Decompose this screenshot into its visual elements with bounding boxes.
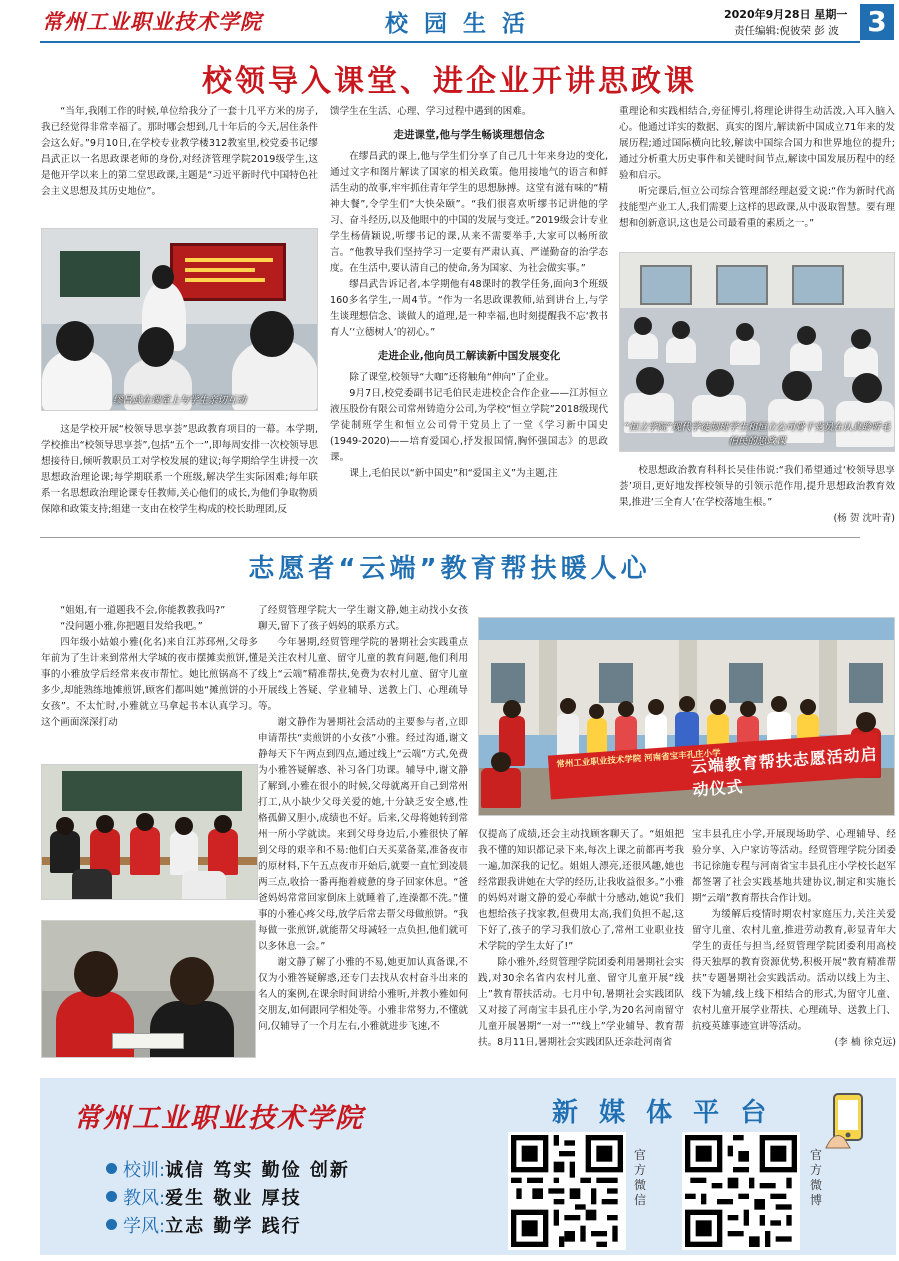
- page-number: 3: [860, 4, 894, 40]
- header-divider: [40, 41, 860, 43]
- motto-values: 爱生 敬业 厚技: [165, 1188, 302, 1209]
- paragraph: 9月7日,校党委副书记毛伯民走进校企合作企业——江苏恒立液压股份有限公司常州铸造分公司,为学校“恒立学院”2018级现代学徒制班学生和恒立公司骨干党员上了一堂《学习新中国史(1949-2020)——培育爱国心,抒发报国情,胸怀强国志》的思政课。: [330, 388, 608, 463]
- subheading: 走进课堂,他与学生畅谈理想信念: [393, 129, 545, 141]
- motto-school-motto: [106, 1156, 350, 1182]
- paragraph: 重理论和实践相结合,旁征博引,将理论讲得生动活泼,入耳入脑入心。他通过详实的数据、真实的图片,解读新中国成立71年来的发展历程;通过国际横向比较,解读中国综合国力和世界地位的提升;通过分析重大历史事件和关键时间节点,解读中国发展历程中的经验和启示。: [619, 106, 895, 181]
- article1-col3-top: [619, 104, 895, 248]
- masthead: [0, 0, 899, 46]
- paragraph: 谢文静了解了小雅的不易,她更加认真备课,不仅为小雅答疑解惑,还专门去找从农村奋斗出来的名人的案例,在课余时间讲给小雅听,并教小雅如何交朋友,如何跟同学相处等。小雅非常努力,不懂就问,仅辅导了一个月左右,小雅就进步飞速,不: [258, 957, 468, 1032]
- new-media-title: 新 媒 体 平 台: [552, 1098, 773, 1128]
- banner-school-names: 常州工业职业技术学院 河南省宝丰孔庄小学: [556, 748, 721, 770]
- paragraph: 除小雅外,经贸管理学院团委利用暑期社会实践,对30余名省内农村儿童、留守儿童开展“线上”教育帮扶活动。七月中旬,暑期社会实践团队又对接了河南宝丰县孔庄小学,为20名河南留守儿童开展暑期“一对一”“线上”学业辅导、教育帮扶。8月11日,暑期社会实践团队还亲赴河南省: [478, 957, 684, 1048]
- paragraph: 听完课后,恒立公司综合管理部经理赵爱文说:“作为新时代高技能型产业工人,我们需要上这样的思政课,从中汲取智慧。要有理想和创新意识,这也是公司最看重的素质之一。”: [619, 186, 895, 229]
- qr-code-wechat[interactable]: [508, 1132, 626, 1250]
- qr-wechat-label: 官方微信: [633, 1148, 646, 1207]
- article2-col4: [692, 827, 896, 1061]
- editor-credit: 责任编辑:倪彼荣 彭 波: [734, 25, 839, 37]
- paragraph: 缪昌武告诉记者,本学期他有48课时的教学任务,面向3个班级160多名学生,一周4节。“作为一名思政课教师,站到讲台上,与学生谈理想信念、谈做人的道理,是一种幸福,也时刻提醒我不忘‘教书育人’‘立德树人’的初心。”: [330, 279, 608, 338]
- bullet-icon: [106, 1163, 117, 1174]
- paragraph: 仅提高了成绩,还会主动找顾客聊天了。“姐姐把我不懂的知识都记录下来,每次上课之前都再考我一遍,加深我的记忆。姐姐人漂亮,还很风趣,她也经常跟我讲她在大学的经历,让我收益很多。”小雅的妈妈对谢文静的爱心奉献十分感动,她说“我们也想给孩子找家教,但费用太高,我们负担不起,这下好了,孩子的学习我们放心了,常州工业职业技术学院的学生太好了!”: [478, 829, 684, 952]
- footer-banner: [40, 1078, 896, 1255]
- photo-classroom-kids: [41, 764, 258, 900]
- qr-code-weibo[interactable]: [682, 1132, 800, 1250]
- smartphone-icon: [820, 1090, 876, 1152]
- paragraph: “姐姐,有一道题我不会,你能教教我吗?”: [60, 605, 226, 616]
- paragraph: 在缪昌武的课上,他与学生们分享了自己几十年来身边的变化,通过文字和图片解读了国家的相关政策。他用接地气的语言和鲜活生动的故事,牢牢抓住青年学生的思想脉搏。这堂有滋有味的“精神大餐”,令学生们“大快朵颐”。“我们很喜欢听缪书记讲他的学习、奋斗经历,以及他眼中的中国的发展与变迁。”2019级会计专业学生杨倩颖说,听缪书记的课,从来不需要举手,大家可以畅所欲言。“他教导我们坚持学习一定要有严肃认真、严谨勤奋的治学态度。在生活中,要认清自己的使命,务为国家、为社会做实事。”: [330, 151, 608, 274]
- paragraph: 谢文静作为暑期社会活动的主要参与者,立即申请帮扶“卖煎饼的小女孩”小雅。经过沟通,谢文静每天下午两点到四点,通过线上“云端”方式,免费为小雅答疑解惑、补习各门功课。辅导中,谢文静了解到,小雅在很小的时候,父母就离开自己到常州打工,从小缺少父母关爱的她,十分缺乏安全感,性格孤僻又胆小,成绩也不好。后来,父母将她转到常州一所小学就读。来到父母身边后,小雅很快了解到父母的艰辛和不易:他们白天买菜备菜,准备夜市的原材料,下午五点夜市开始后,就要一直忙到凌晨两三点,收拾一番再拖着疲惫的身子回家休息。“爸爸妈妈常常回家倒床上就睡着了,连澡都不洗。”懂事的小雅心疼父母,放学后常去帮父母做煎饼。“我每做一张煎饼,就能帮父母减轻一点负担,他们就可以多休息一会。”: [258, 717, 468, 952]
- photo-tutoring: [41, 920, 256, 1058]
- section-divider: [40, 537, 860, 538]
- paragraph: 四年级小姑娘小雅(化名)来自江苏邳州,父母多年前为了生计来到常州大学城的夜市摆摊卖煎饼,懂事的小雅放学后经常来夜市帮忙。她比煎锅高不了多少,却能熟练地摊煎饼,顾客们都叫她“摊煎饼的小女孩”。不太忙时,小雅就立马拿起书本认真学习。这个画面深深打动: [41, 637, 258, 728]
- photo-classroom-lecture: [41, 228, 318, 411]
- motto-label: 学风:: [123, 1216, 166, 1237]
- paragraph: 了经贸管理学院大一学生谢文静,她主动找小女孩聊天,留下了孩子妈妈的联系方式。: [258, 605, 468, 632]
- school-logo: 常州工业职业技术学院: [42, 9, 262, 34]
- paragraph: 校思想政治教育科科长吴佳伟说:“我们希望通过‘校领导思享荟’项目,更好地发挥校领导的引领示范作用,提升思想政治教育效果,推进‘三全育人’在学校落地生根。”: [619, 465, 895, 508]
- issue-date: 2020年9月28日 星期一: [724, 8, 848, 21]
- subheading: 走进企业,他向员工解读新中国发展变化: [377, 350, 561, 362]
- paragraph: 宝丰县孔庄小学,开展现场助学、心理辅导、经验分享、入户家访等活动。经贸管理学院分团委书记徐施专程与河南省宝丰县孔庄小学校长赵军都签署了社会实践基地共建协议,制定和实施长期“云端”教育帮扶合作计划。: [692, 829, 896, 904]
- paragraph: 除了课堂,校领导“大咖”还将触角“伸向”了企业。: [349, 372, 555, 383]
- article1-signature: (杨 贺 沈叶青): [833, 513, 895, 524]
- paragraph: 课上,毛伯民以“新中国史”和“爱国主义”为主题,注: [349, 468, 558, 479]
- article1-col1-bottom: [41, 422, 318, 530]
- article2-signature: (李 楠 徐克远): [834, 1037, 896, 1048]
- bullet-icon: [106, 1191, 117, 1202]
- article2-col1-top: [41, 603, 258, 755]
- photo1-caption: 缪昌武在课堂上与学生亲切互动: [112, 395, 246, 406]
- photo2-caption: “恒立学院”现代学徒制班学生和恒立公司骨干党员在认真聆听毛伯民的思政课: [623, 422, 891, 447]
- motto-values: 立志 勤学 践行: [165, 1216, 302, 1237]
- article2-col3: [478, 827, 684, 1061]
- paragraph: “没问题小雅,你把题目发给我吧。”: [60, 621, 203, 632]
- section-title: 校 园 生 活: [385, 11, 530, 37]
- bullet-icon: [106, 1219, 117, 1230]
- article1-col3-bottom: [619, 463, 895, 533]
- paragraph: 馈学生在生活、心理、学习过程中遇到的困难。: [330, 106, 532, 117]
- qr-weibo-label: 官方微博: [809, 1148, 822, 1207]
- article2-headline: 志愿者“云端”教育帮扶暖人心: [248, 554, 651, 584]
- motto-label: 教风:: [123, 1188, 166, 1209]
- qr-code-icon: [511, 1135, 623, 1247]
- motto-study-style: [106, 1212, 302, 1238]
- banner-title: 云端教育帮扶志愿活动启动仪式: [690, 744, 879, 800]
- paragraph: 为缓解后疫情时期农村家庭压力,关注关爱留守儿童、农村儿童,推进劳动教育,彰显青年大学生的责任与担当,经贸管理学院团委利用高校得天独厚的教育资源优势,积极开展“教育精准帮扶”专题暑期社会实践活动。活动以线上为主、线下为辅,线上线下相结合的形式,为留守儿童、农村儿童开展学业帮扶、心理疏导、送教上门、抗疫英雄事迹宣讲等活动。: [692, 909, 896, 1032]
- paragraph: 这是学校开展“校领导思享荟”思政教育项目的一幕。本学期,学校推出“校领导思享荟”,包括“五个一”,即每周安排一次校领导思想接待日,倾听教职员工对学校发展的建议;每学期给学生讲授一次思想政治理论课;每学期联系一个班级,解决学生实际困难;每年联系一名思想政治理论课专任教师,关心他们的成长,为他们争取物质保障和政策支持;组建一支由在校学生构成的校长助理团,反: [41, 424, 318, 515]
- article1-col2: [330, 104, 608, 532]
- article2-col2: [258, 603, 468, 1061]
- motto-teaching-style: [106, 1184, 302, 1210]
- footer-school-logo: 常州工业职业技术学院: [74, 1103, 364, 1134]
- photo-company-lecture: [619, 252, 895, 452]
- photo-volunteer-group: [478, 617, 895, 816]
- article1-col1-top: [41, 104, 318, 224]
- motto-label: 校训:: [123, 1160, 166, 1181]
- motto-values: 诚信 笃实 勤俭 创新: [165, 1160, 350, 1181]
- article1-headline: 校领导入课堂、进企业开讲思政课: [202, 64, 697, 99]
- paragraph: 今年暑期,经贸管理学院的暑期社会实践重点是关注农村儿童、留守儿童的教育问题,他们利用线上“云端”精准帮扶,免费为农村儿童、留守儿童开展线上答疑、学业辅导、送教上门、心理疏导等。: [258, 637, 468, 712]
- paragraph: “当年,我刚工作的时候,单位给我分了一套十几平方米的房子,我已经觉得非常幸福了。那时哪会想到,几十年后的今天,居住条件会这么好。”9月10日,在学校专业教学楼312教室里,校党委书记缪昌武正以一名思政课老师的身份,对经济管理学院2019级学生,这是他开学以来上的第二堂思政课,主题是“习近平新时代中国特色社会主义思想及其历史地位”。: [41, 106, 318, 197]
- qr-code-icon: [685, 1135, 797, 1247]
